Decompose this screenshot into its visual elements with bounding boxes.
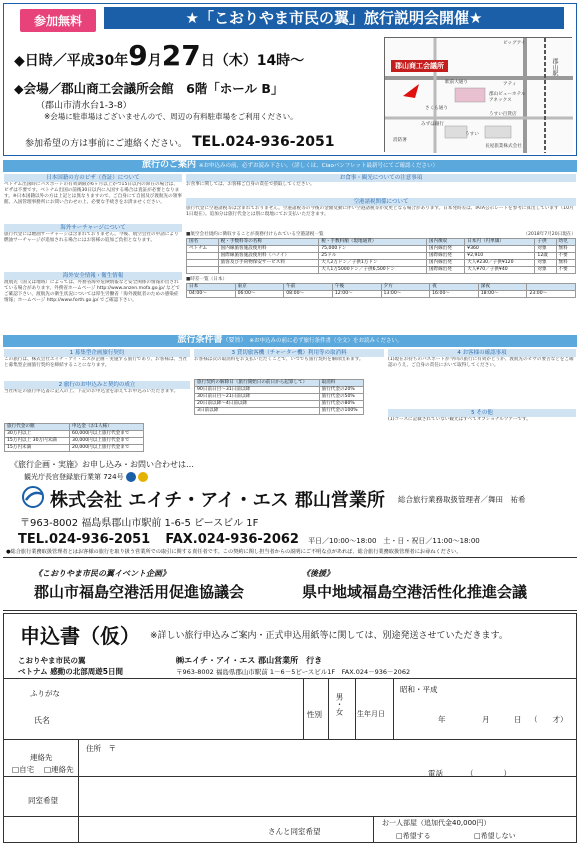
fee-td: 国内線出発 [426,246,464,253]
time-title: ■時差一覧（日本） [186,277,228,282]
cancel-td: 90日前日目～31日前以降 [195,387,320,394]
conditions-section-bar [3,335,577,347]
fee-td: 大人2万ドン／子供1万ドン [319,260,427,267]
fee-th: 税・手数料等の名称 [218,239,319,246]
date-prefix: ◆日時／平成30年 [14,53,129,69]
fee-td: 大人¥230／子供¥120 [465,260,535,267]
dep-td: 15万円未満 [5,445,70,452]
birth-label: 生年月日 [357,710,385,718]
jata-icon [126,472,136,482]
time-th: 夜 [430,284,479,291]
contact-home-checkbox[interactable]: □自宅 [12,765,35,774]
conditions-col3 [388,349,576,439]
map-label-station: 郡山駅 [551,58,558,76]
time-td: 23:00～ [527,291,576,298]
table-row [187,291,576,298]
fee-td: 対象 [535,260,556,267]
surcharge-heading: 海外サーチャージについて [4,224,182,232]
map-label-avenue: 駅前大通り [445,80,468,85]
form-note: ※詳しい旅行申込みご案内・正式申込用紙等に関しては、別途発送させていただきます。 [150,631,508,641]
date-month-unit: 月 [147,53,162,69]
phone-label: 電話 [428,769,443,778]
fee-td: 国内線旅客施設使用料 [218,246,319,253]
map-label-dept: うすい百貨店 [489,112,517,117]
map-label-usui: うすい [465,132,479,137]
sponsor-name: 県中地域福島空港活性化推進会議 [302,583,528,601]
cond3-body: お客様は次の取消料をお支払いただくことで、いつでも旅行契約を解除出来ます。 [194,357,364,362]
license-line [24,472,148,482]
single-room-label: お一人部屋（追加代金40,000円） [382,819,491,827]
map-label-bank: みずほ銀行 [421,122,444,127]
time-td: 04:00～ [187,291,236,298]
time-td: 16:00～ [430,291,479,298]
header-title: ★「こおりやま市民の翼」旅行説明会開催★ [104,7,564,29]
cancel-td: 20日前以降～4日前以降 [195,401,320,408]
dep-td: 30,000円以上旅行代金まで [70,438,144,445]
conditions-col1 [4,349,190,452]
fee-td [187,260,219,267]
companion-label: 同室希望 [28,796,58,805]
contact-label: 参加希望の方は事前にご連絡ください。 [25,139,188,149]
conditions-col2 [194,349,384,415]
fee-th: 国名 [187,239,219,246]
cancel-td: 旅行代金の20% [319,387,363,394]
company-address: 〒963-8002 福島県郡山市駅前 1-6-5 ピースビル 1F [20,518,259,529]
dep-td: 30万円以上 [5,431,70,438]
cancel-table [194,379,364,415]
dep-th: 申込金（お1人様） [70,424,144,431]
company-hours: 平日／10:00～18:00 土・日・祝日／11:00～18:00 [308,537,480,545]
cond5-body: (1)コースに記載されていない観光はすべてオプショナルツアーです。 [388,417,531,422]
cond1-body: この旅行は、株式会社エイチ・アイ・エスが企画・実施する旅行であり、お客様は、当社と募集型企画旅行契約を締結することになります。 [4,357,188,368]
date-month: 9 [128,39,148,72]
fee-table-title: ■航空会社規約に徴収することが義務付けられている空港諸税一覧 [186,232,324,237]
contact-label: 連絡先 [30,753,53,762]
birth-day: 日 [514,715,522,724]
table-row [187,246,576,253]
cond5-heading: 5 その他 [388,409,576,417]
guide-section-note: ※お申込みの前、必ずお読み下さい。（詳しくは、Ciaoパンフレット最新号にてご確認ください） [198,163,439,169]
visa-body: ベトナム出国時にパスポートの有効期限が6ヶ月以上かつ15日以内の滞在の場合は、ビザは不要です。ベトナム出国の前後30日以内に入国する場合は査証が必要となります。※日本国籍以外の方は上記とは異なりますので、ご自身にて自国及び渡航先の領事館、入国管理事務所にお問い合わせの上、必要な手続きをお済ませください。 [4,182,182,205]
fee-body: 旅行代金に空港諸税等は含まれておりません。空港諸税等の今後の金額変動に伴い空港諸税等が変更となる場合があります。日本発時差は、IATA公示レートを参考に算出しています（10月1日現在）。追加分は旅行代金とは別に現地にてお支払いただきます。 [186,206,574,217]
fee-td [218,267,319,274]
time-th: 夕方 [381,284,430,291]
time-td: 18:00～ [478,291,527,298]
form-to-addr: 〒963-8002 福島県郡山市駅前 1－6－5ピースビル1F FAX.024－936－2062 [176,668,411,676]
fee-td [187,267,219,274]
meal-body: お食事に関しては、お客様ご自身の責任で摂取してください。 [186,182,315,187]
map-label-bigeye: ビッグアイ [503,41,526,46]
date-rest: 日（木）14時～ [200,53,305,69]
fee-th: 子供 [535,239,556,246]
cancel-td: 3日前以降 [195,408,320,415]
cond4-body: (1)現在お持ちのパスポートが今回の旅行に有効かどうか、渡航先のビザの要否などをご確認のうえ、ご自身の責任において取得してください。 [388,357,574,368]
time-td: 06:00～ [235,291,284,298]
fee-th: 日本円（円単価） [465,239,535,246]
contact-line [25,131,335,150]
fee-td: 国際線出発 [426,253,464,260]
companion-input[interactable] [82,820,262,834]
map-label-company: 長屋旅業株式会社 [485,144,522,149]
time-th: 深夜 [478,284,527,291]
birth-input[interactable] [396,696,574,734]
birth-month: 月 [482,715,490,724]
dep-th: 旅行代金の額 [5,424,70,431]
company-name: 株式会社 エイチ・アイ・エス 郡山営業所 [50,490,385,511]
fee-td: 75,000ドン [319,246,427,253]
conditions-title: 旅行条件書 [177,335,223,345]
free-badge: 参加無料 [20,9,96,32]
fee-td: ¥360 [465,246,535,253]
time-th: 日本 [187,284,236,291]
license-text: 観光庁長官登録旅行業第 724号 [24,473,124,481]
map-label-hotel: 郡山ビューホテル アネックス [489,92,526,103]
fee-th: 幼児 [556,239,575,246]
company-logo [20,486,48,512]
fee-td: ベトナム [187,246,219,253]
table-row [5,438,144,445]
event-venue: ◆会場／郡山商工会議所会館 6階「ホール B」 [14,81,284,96]
fee-td: 25ドル [319,253,427,260]
date-day: 27 [161,39,201,72]
cond4-heading: 4 お客様の確認事項 [388,349,576,357]
gender-label: 性別 [307,710,322,719]
event-date [14,39,304,72]
companion-suffix: さんと同室希望 [268,827,321,836]
fee-table-date: （2018年7月20日現在） [523,232,576,237]
dep-td: 20,000円以上旅行代金まで [70,445,144,452]
single-room-yes-checkbox[interactable]: □希望する [396,832,431,840]
fee-th: 税・手数料額（現地通貨） [319,239,427,246]
company-manager: 総合旅行業務取扱管理者／舞田 祐希 [398,495,526,504]
venue-address: （郡山市清水台1-3-8） [36,101,132,111]
deposit-table [4,423,144,452]
fee-td: 国際線旅客施設使用料（ハノイ） [218,253,319,260]
parking-note: ※会場に駐車場はございませんので、周辺の有料駐車場をご利用ください。 [44,112,298,121]
tour-dest: ベトナム 感動の北部周遊5日間 [18,667,123,676]
time-th: 午前 [284,284,333,291]
address-label: 住所 〒 [86,744,116,753]
table-row [187,260,576,267]
planner-label: 《こおりやま市民の翼イベント企画》 [34,569,170,578]
table-row [187,267,576,274]
cond1-heading: 1 募集型企画旅行契約 [4,349,190,357]
phone-input[interactable]: （ ） [466,769,511,778]
company-fax: FAX.024-936-2062 [165,532,299,547]
fee-td: 国内線出発 [426,260,464,267]
cancel-td: 旅行代金の100% [319,408,363,415]
contact-other-checkbox[interactable]: □連絡先 [44,765,74,774]
fee-td: 国際線出発 [426,267,464,274]
fee-td: 不要 [556,267,575,274]
cancel-th: 旅行契約の解除日（旅行開始日の前日から起算して） [195,380,320,387]
safety-heading: 海外安全情報・衛生情報 [4,272,182,280]
map-svg [385,38,573,153]
form-to-name: ㈱エイチ・アイ・エス 郡山営業所 行き [176,656,323,665]
time-th: 東京 [235,284,284,291]
furigana-input[interactable] [80,684,296,698]
fee-td: ¥2,910 [465,253,535,260]
fee-heading: 空港諸税関係について [186,198,576,206]
contact-tel[interactable]: TEL.024-936-2051 [192,134,335,150]
guide-col1 [4,174,182,316]
table-row [195,387,364,394]
guide-section-bar [3,160,577,172]
cancel-td: 30日前日目～21日前以降 [195,394,320,401]
map-label-ati: アティ [503,82,517,87]
fee-td: 12歳 [535,253,556,260]
fee-td [187,253,219,260]
fee-td: 対象 [535,267,556,274]
fee-table [186,238,576,274]
dep-td: 60,000円以上旅行代金まで [70,431,144,438]
company-contact [18,528,480,547]
cancel-td: 旅行代金の80% [319,401,363,408]
time-table [186,283,576,298]
venue-map [384,37,572,152]
map-label-sakura: さくら通り [425,106,448,111]
table-row [195,394,364,401]
furigana-label: ふりがな [30,689,60,698]
table-row [5,431,144,438]
table-row [5,445,144,452]
anta-icon [138,472,148,482]
name-input[interactable] [80,705,296,733]
fee-td: 無料 [556,246,575,253]
company-disclaimer: ●総合旅行業務取扱管理者とはお客様の旅行を取り扱う営業所での取引に関する責任者です。この契約に関し担当者からの説明にご不明な点があれば、総合旅行業務取扱管理者にお尋ねください。 [6,549,462,555]
cond2-heading: 2 旅行のお申込みと契約の成立 [4,381,190,389]
table-row [195,401,364,408]
his-logo-icon [20,486,48,512]
fee-td: 無料 [556,260,575,267]
cancel-td: 旅行代金の50% [319,394,363,401]
gender-options[interactable]: 男・女 [335,693,344,716]
safety-body: 渡航先（国又は地域）によっては、外務省海外危険情報など安全関係の情報が出されている場合があります。外務省ホームページ http://www.anzen.mofa.go.jp/ などでご確認下さい。渡航先の衛生状況については厚生労働省「海外渡航者のための感染症情報」ホームページ http://www.forth.go.jp/ でご確認下さい。 [4,280,180,303]
conditions-note: ※お申込みの前に必ず旅行条件書（全文）をお読みください。 [249,338,403,344]
time-th: 午後 [332,284,381,291]
fee-td: 対象 [535,246,556,253]
conditions-tag: （要旨） [222,337,247,344]
guide-section-title: 旅行のご案内 [141,160,196,170]
fee-td: 大人1万5000ドン／子供6,500ドン [319,267,427,274]
tour-name: こおりやま市民の翼 [18,656,86,665]
fee-td: 旅客及び手荷物保安サービス料 [218,260,319,267]
fee-td: 不要 [556,253,575,260]
sponsor-label: 《後援》 [302,569,334,578]
dep-td: 15万円以上 30万円未満 [5,438,70,445]
planner-name: 郡山市福島空港活用促進協議会 [34,583,245,601]
surcharge-body: 旅行代金には燃油サーチャージは含まれておりません。今後、航空会社の申請により燃油サーチャージが追加される場合にはお客様の追加ご負担となります。 [4,232,179,243]
form-title: 申込書（仮） [20,624,140,648]
table-row [187,253,576,260]
inquiry-label: 《旅行企画・実施》お申し込み・お問い合わせは… [10,460,194,469]
cond3-heading: 3 貸切旅客機（チャーター機）利用等の取消料 [194,349,384,357]
cond2-body: 当社所定の旅行申込書に記入の上、下記のお申込金を添えてお申込みいただきます。 [4,389,179,394]
time-td: 08:00～ [284,291,333,298]
name-label: 氏名 [34,716,50,725]
birth-year: 年 [438,715,446,724]
age-label: （ 才） [530,715,568,724]
guide-col2 [186,174,576,298]
fee-td: 大人¥70／子供¥40 [465,267,535,274]
map-venue-label: 郡山商工会議所 [391,60,448,72]
fee-th: 国内徴収 [426,239,464,246]
table-row [195,408,364,415]
meal-heading: お食事・観光についての注意事項 [186,174,576,182]
company-tel[interactable]: TEL.024-936-2051 [18,532,151,547]
time-td: 12:00～ [332,291,381,298]
map-label-fire: 消防署 [393,138,407,143]
era-label[interactable]: 昭和・平成 [400,685,438,694]
time-td: 13:00～ [381,291,430,298]
visa-heading: 日本国籍の方のビザ（査証）について [4,174,182,182]
single-room-no-checkbox[interactable]: □希望しない [474,832,516,840]
cancel-th: 取消料 [319,380,363,387]
